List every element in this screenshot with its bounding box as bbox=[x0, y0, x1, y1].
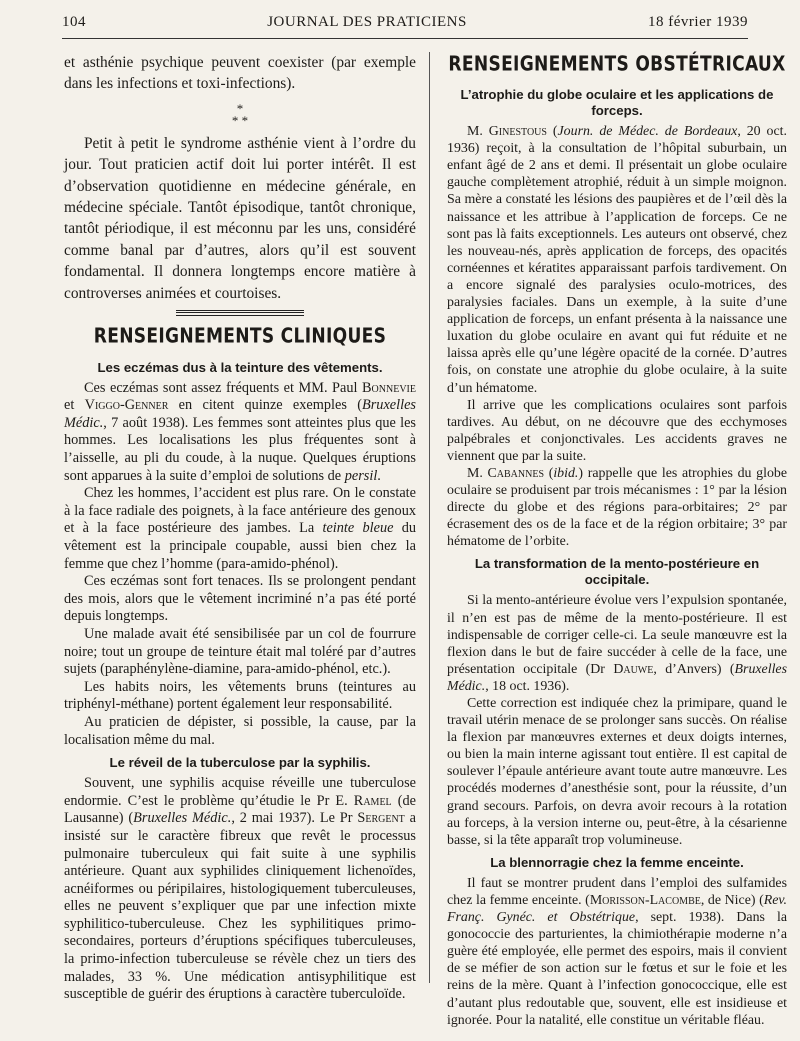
eczema-paragraph-4: Une malade avait été sensibilisée par un col de fourrure noire; tout un groupe de teinture était mal toléré par d’autres sujets (paraphénylène-diamine, para-amido-phénol, etc.). bbox=[64, 625, 416, 678]
column-divider bbox=[429, 52, 430, 983]
asterism bbox=[64, 100, 416, 128]
asterism-top: * bbox=[236, 100, 244, 116]
right-column bbox=[447, 52, 787, 1029]
article-title-blennorragie: La blennorragie chez la femme enceinte. bbox=[490, 854, 744, 870]
header-rule bbox=[62, 38, 748, 39]
author-name: Ginestous bbox=[488, 124, 547, 140]
atrophie-paragraph-3: M. Cabannes (ibid.) rappelle que les atrophies du globe oculaire se produisent par trois mécanismes : 1° par la lésion directe du globe et des régions para-orbitaires; 2° par écrasement des os de la face et de la région orbitaire; 3° par hématome de l’orbite. bbox=[447, 465, 787, 550]
article-title-transformation: La transformation de la mento-postérieure en occipitale. bbox=[474, 556, 760, 588]
blennorragie-paragraph: Il faut se montrer prudent dans l’emploi des sulfamides chez la femme enceinte. (Morisson-Lacombe, de Nice) (Rev. Franç. Gynéc. et Obstétrique, sept. 1938). Dans la gonococcie des parturientes, la chimiothérapie moderne n’a guère été employée, elle permet des espoirs, mais il convient de se méfier de son action sur le fœtus et sur le foie et les reins de la mère. Quant à l’infection gonococcique, elle est d’autant plus redoutable que, souvent, elle est insidieuse et ignorée. Pour la natalité, elle constitue un véritable fléau. bbox=[447, 875, 787, 1028]
article-title-eczema: Les eczémas dus à la teinture des vêtements. bbox=[97, 359, 383, 375]
journal-citation: Bruxelles Médic. bbox=[447, 661, 788, 694]
eczema-paragraph-6: Au praticien de dépister, si possible, la cause, par la localisation même du mal. bbox=[64, 713, 416, 748]
author-name: Cabannes bbox=[487, 465, 545, 481]
left-column bbox=[64, 52, 416, 1004]
eczema-paragraph-1: Ces eczémas sont assez fréquents et MM. Paul Bonnevie et Viggo-Genner en citent quinze exemples (Bruxelles Médic., 7 août 1938). Les femmes sont atteintes plus que les hommes. Les localisations les plus fréquentes sont à l’aisselle, au pli du coude, à la nuque. Quelques éruptions sont apparues à la suite d’emploi de solutions de persil. bbox=[64, 379, 416, 484]
journal-citation: Journ. de Médec. de Bordeaux bbox=[557, 124, 738, 140]
eczema-paragraph-5: Les habits noirs, les vêtements bruns (teintures au triphényl-méthane) portent également leur responsabilité. bbox=[64, 678, 416, 713]
section-rule bbox=[176, 310, 304, 316]
author-name: Viggo-Genner bbox=[84, 397, 169, 414]
transformation-paragraph-1: Si la mento-antérieure évolue vers l’expulsion spontanée, il n’en est pas de même de la mento-postérieure. Il est indispensable de corriger celle-ci. La seule manœuvre est la flexion dans le but de faire succéder à celle de la face, une présentation occipitale (Dr Dauwe, d’Anvers) (Bruxelles Médic., 18 oct. 1936). bbox=[447, 593, 788, 694]
intro-paragraph: et asthénie psychique peuvent coexister (par exemple dans les infections et toxi-infections). bbox=[64, 54, 416, 93]
tuberculose-paragraph: Souvent, une syphilis acquise réveille une tuberculose endormie. C’est le problème qu’étudie le Pr E. Ramel (de Lausanne) (Bruxelles Médic., 2 mai 1937). Le Pr Sergent a insisté sur le caractère fibreux que revêt le processus pulmonaire tuberculeux qui fait suite à une syphilis antérieure. Quant aux syphilides cliniquement lichenoïdes, acnéiformes ou péripilaires, histologiquement tuberculeuses, elles ne peuvent s’expliquer que par une infection mixte syphilitico-tuberculeuse. Chez les syphilitiques primo-secondaires, porteurs d’éruptions spécifiques tuberculeuses, la primo-infection tuberculeuse se révèle chez un tiers des malades, 33 %. Une médication antisyphilitique est susceptible de guérir des éruptions à caractère tuberculoïde. bbox=[64, 775, 416, 1003]
eczema-paragraph-3: Ces eczémas sont fort tenaces. Ils se prolongent pendant des mois, alors que le vêtement incriminé n’a pas été porté depuis longtemps. bbox=[64, 573, 416, 625]
asthenia-paragraph: Petit à petit le syndrome asthénie vient à l’ordre du jour. Tout praticien actif doit lui porter intérêt. Il est d’observation quotidienne en médecine générale, en médecine spéciale. Tantôt épisodique, tantôt chronique, tantôt périodique, il est méconnu par les uns, considéré comme banal par d’autres, alors qu’il est souvent fondamental. Il donnera longtemps encore matière à controverses animées et courtoises. bbox=[64, 134, 416, 302]
journal-title: JOURNAL DES PRATICIENS bbox=[267, 14, 467, 30]
author-name: Ramel bbox=[353, 792, 392, 809]
journal-citation: Rev. Franç. Gynéc. et Obstétrique bbox=[447, 892, 787, 926]
eczema-paragraph-2: Chez les hommes, l’accident est plus rare. On le constate à la face radiale des poignets, à la face antérieure des genoux et à la face postérieure des jambes. La teinte bleue du vêtement est la principale coupable, aussi bien chez la femme que chez l’homme (para-amido-phénol). bbox=[64, 485, 416, 572]
author-name: Bonnevie bbox=[362, 379, 416, 396]
transformation-paragraph-2: Cette correction est indiquée chez la primipare, quand le travail utérin menace de se prolonger sans succès. On réalise la flexion par manœuvres externes et deux doigts internes, ou bien la main interne agissant tout entière. Il est capital de soulever l’épaule antérieure avant toute autre manœuvre. Les procédés modernes d’anesthésie sont, pour la réussite, d’un grand secours. Parfois, on devra avoir recours à la rotation au forceps, à la version interne ou, peut-être, à la césarienne basse, si la tête apparaît trop volumineuse. bbox=[447, 696, 787, 848]
journal-citation: Bruxelles Médic. bbox=[64, 397, 416, 431]
section-title-obstetricaux: RENSEIGNEMENTS OBSTÉTRICAUX bbox=[448, 52, 786, 76]
issue-date: 18 février 1939 bbox=[648, 14, 748, 30]
running-header bbox=[62, 14, 748, 34]
atrophie-paragraph-1: M. Ginestous (Journ. de Médec. de Bordeaux, 20 oct. 1936) reçoit, à la consultation de l’hôpital suburbain, un enfant âgé de 2 ans et demi. Il présentait un globe oculaire gauche complètement atrophié, réduit à un simple moignon. Sa mère a constaté les lésions des paupières et de l’œil dès la naissance et les attribue à l’application de forceps. Ce ne sont pas là faits exceptionnels. Les auteurs ont observé, chez les nouveau-nés, après application de forceps, des opacités cornéennes et kératites apparaissant parfois tardivement. On a encore signalé des paralysies oculo-motrices, des paralysies faciales. Dans un exemple, à la suite d’une application de forceps, un enfant présenta à la naissance une luxation du globe oculaire en avant qui fut réduite et ne laissa après elle qu’une légère opacité de la cornée. D’autres fois, on constate une atrophie du globe oculaire, à la suite d’un hématome. bbox=[447, 124, 787, 396]
article-title-atrophie: L’atrophie du globe oculaire et les applications de forceps. bbox=[460, 87, 774, 119]
section-title-cliniques: RENSEIGNEMENTS CLINIQUES bbox=[93, 324, 387, 348]
journal-citation: Bruxelles Médic. bbox=[133, 810, 232, 827]
author-name: Dauwe bbox=[613, 661, 654, 677]
author-name: Sergent bbox=[357, 810, 405, 827]
article-title-tuberculose: Le réveil de la tuberculose par la syphilis. bbox=[109, 755, 371, 771]
page-number: 104 bbox=[62, 14, 86, 30]
atrophie-paragraph-2: Il arrive que les complications oculaires sont parfois tardives. Au début, on ne découvre que des ecchymoses palpébrales et conjonctivales. Les accidents graves ne viennent que par la suite. bbox=[447, 397, 787, 464]
author-name: Morisson-Lacombe bbox=[589, 892, 701, 908]
asterism-bottom: * * bbox=[231, 112, 249, 128]
